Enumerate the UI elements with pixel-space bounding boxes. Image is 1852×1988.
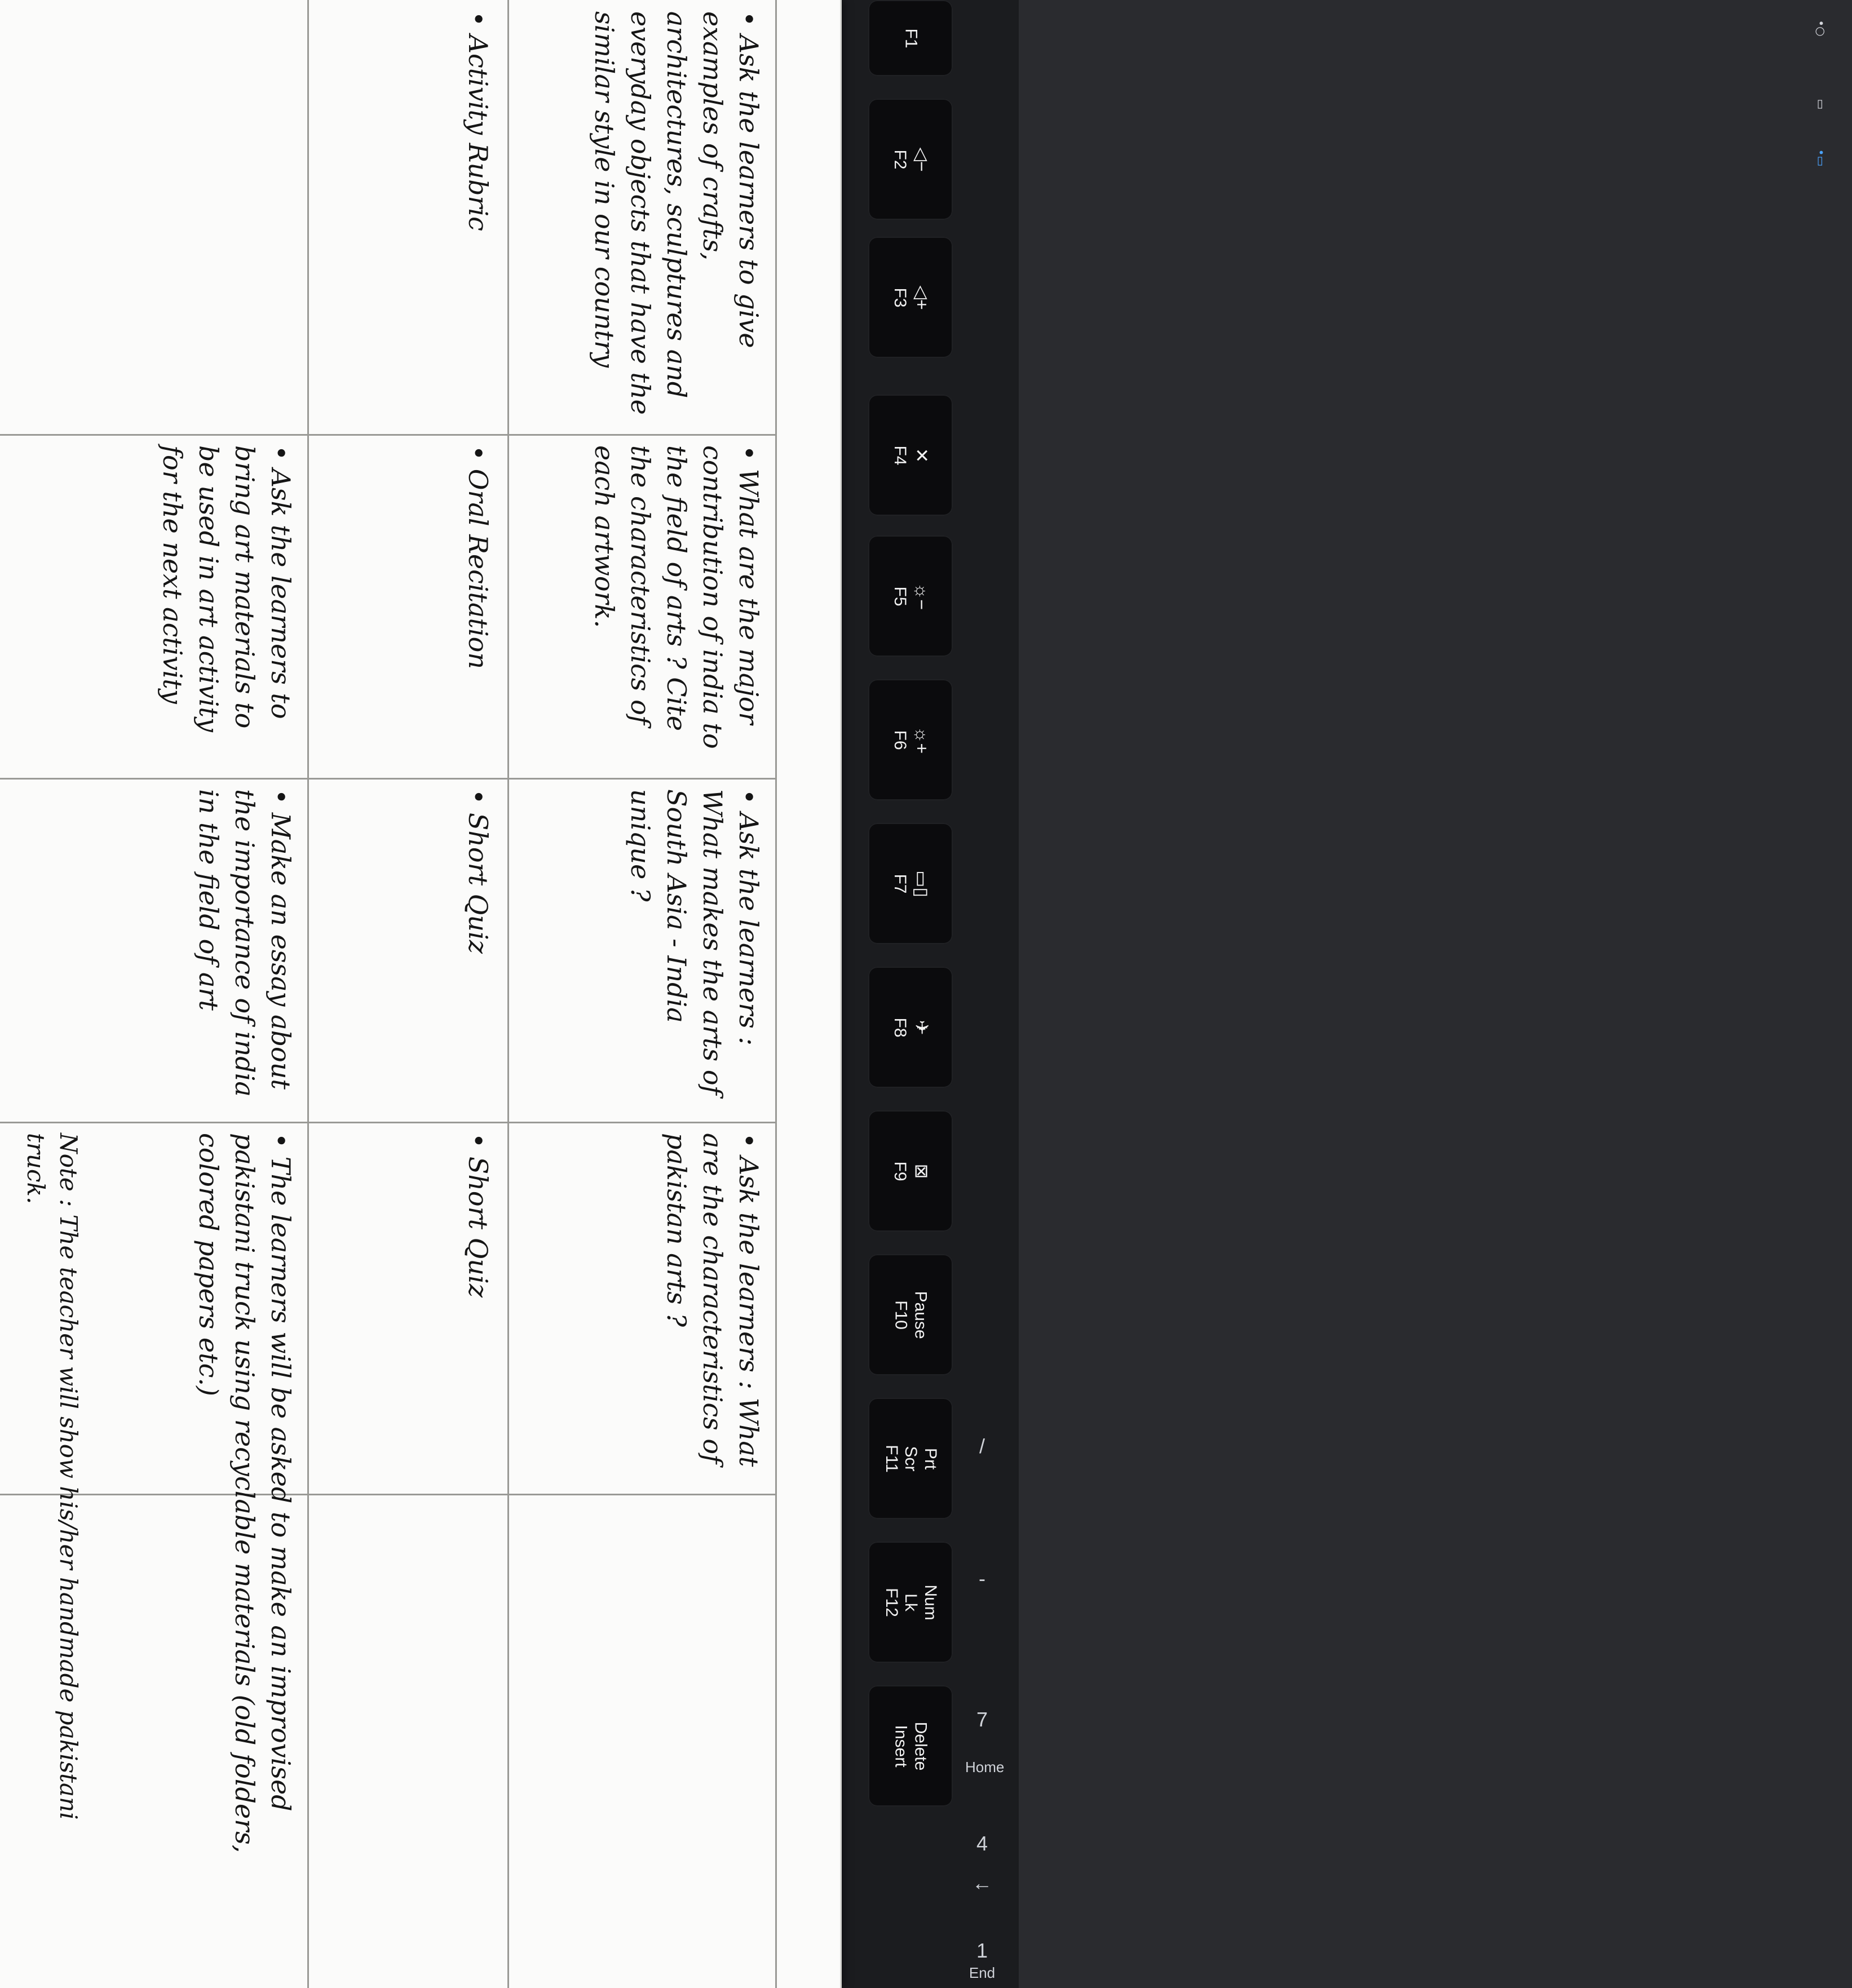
delete-key-label: Delete Insert — [892, 1721, 930, 1770]
cell-question-4: • Ask the learners : What are the characteristics of pakistan arts ? — [661, 1133, 764, 1467]
row-divider-2 — [0, 778, 777, 780]
f2-key-label: F2 — [890, 149, 909, 170]
cell-assessment-4: • Short Quiz — [463, 1133, 493, 1298]
numpad-left-arrow-label: ← — [972, 1871, 992, 1894]
f4-key-label: F4 — [890, 445, 909, 466]
cell-assignment-4: • The learners will be asked to make an improvised pakistani truck using recyclable materials (old folders, colored papers etc.) — [193, 1133, 296, 1853]
f6-key-label: F6 — [890, 729, 909, 750]
delete-insert-key[interactable] — [868, 1685, 953, 1807]
f4-key[interactable] — [868, 395, 953, 516]
cell-assignment-2: • Ask the learners to bring art materials to be used in art activity for the next activity — [157, 445, 296, 732]
f10-pause-key[interactable] — [868, 1254, 953, 1375]
column-divider-2 — [307, 0, 309, 1988]
cell-question-3: • Ask the learners : What makes the arts of South Asia - India unique ? — [625, 789, 764, 1095]
f5-key[interactable] — [868, 535, 953, 657]
f12-numlk-key[interactable] — [868, 1542, 953, 1663]
f7-key-label: F7 — [890, 873, 909, 893]
f11-prtscr-key[interactable] — [868, 1398, 953, 1519]
f3-key[interactable] — [868, 237, 953, 358]
cell-question-1: • Ask the learners to give examples of crafts, architectures, sculptures and everyday objects that have the similar style in our country — [589, 11, 764, 415]
power-indicator-icon: •○ — [1814, 20, 1828, 37]
f3-key-label: F3 — [890, 287, 909, 308]
row-divider-1 — [0, 434, 777, 436]
numpad-minus-label: - — [979, 1567, 985, 1590]
f1-key[interactable] — [868, 0, 953, 76]
f9-key-label: F9 — [890, 1161, 909, 1181]
drive-indicator-icon: ▭ — [1814, 99, 1828, 110]
row-divider-3 — [0, 1122, 777, 1123]
f8-key[interactable] — [868, 967, 953, 1088]
f6-key[interactable] — [868, 679, 953, 800]
row-divider-4 — [0, 1494, 777, 1495]
airplane-mode-icon: ✈ — [911, 1020, 932, 1035]
numpad-home-label: Home — [965, 1759, 1005, 1776]
cell-assignment-3: • Make an essay about the importance of india in the field of art — [193, 789, 296, 1097]
numpad-slash-label: / — [979, 1434, 985, 1458]
cell-assessment-1: • Activity Rubric — [463, 11, 493, 231]
touchpad-toggle-icon: ⊠ — [911, 1163, 932, 1179]
f2-key[interactable] — [868, 99, 953, 220]
volume-up-icon: ◁+ — [911, 285, 932, 310]
numpad-4-label: 4 — [976, 1832, 988, 1855]
cell-assessment-2: • Oral Recitation — [463, 445, 493, 669]
display-switch-icon: ▭▯ — [911, 870, 932, 897]
volume-down-icon: ◁− — [911, 147, 932, 172]
cell-question-2: • What are the major contribution of india to the field of arts ? Cite the characteristics of each artwork. — [589, 445, 764, 749]
numpad-end-label: End — [969, 1964, 996, 1981]
mute-icon: ✕ — [911, 448, 932, 463]
f1-key-label: F1 — [901, 28, 921, 48]
teacher-note: Note : The teacher will show his/her handmade pakistani truck. — [22, 1133, 82, 1820]
brightness-up-icon: ☼+ — [911, 726, 932, 754]
brightness-down-icon: ☼− — [911, 582, 932, 610]
table-border-right — [775, 0, 777, 1988]
lesson-plan-paper — [0, 0, 842, 1988]
numpad-7-label: 7 — [976, 1708, 988, 1731]
status-indicators — [1796, 0, 1852, 395]
f9-key[interactable] — [868, 1110, 953, 1232]
f5-key-label: F5 — [890, 586, 909, 606]
f11-key-label: Prt Scr F11 — [882, 1444, 940, 1473]
f8-key-label: F8 — [890, 1017, 909, 1038]
f10-key-label: Pause F10 — [892, 1290, 930, 1339]
caps-lock-indicator-icon: •▭ — [1814, 149, 1828, 167]
numpad-1-label: 1 — [976, 1939, 988, 1962]
f12-key-label: Num Lk F12 — [882, 1584, 940, 1620]
cell-assessment-3: • Short Quiz — [463, 789, 493, 954]
column-divider-1 — [507, 0, 509, 1988]
f7-key[interactable] — [868, 823, 953, 944]
